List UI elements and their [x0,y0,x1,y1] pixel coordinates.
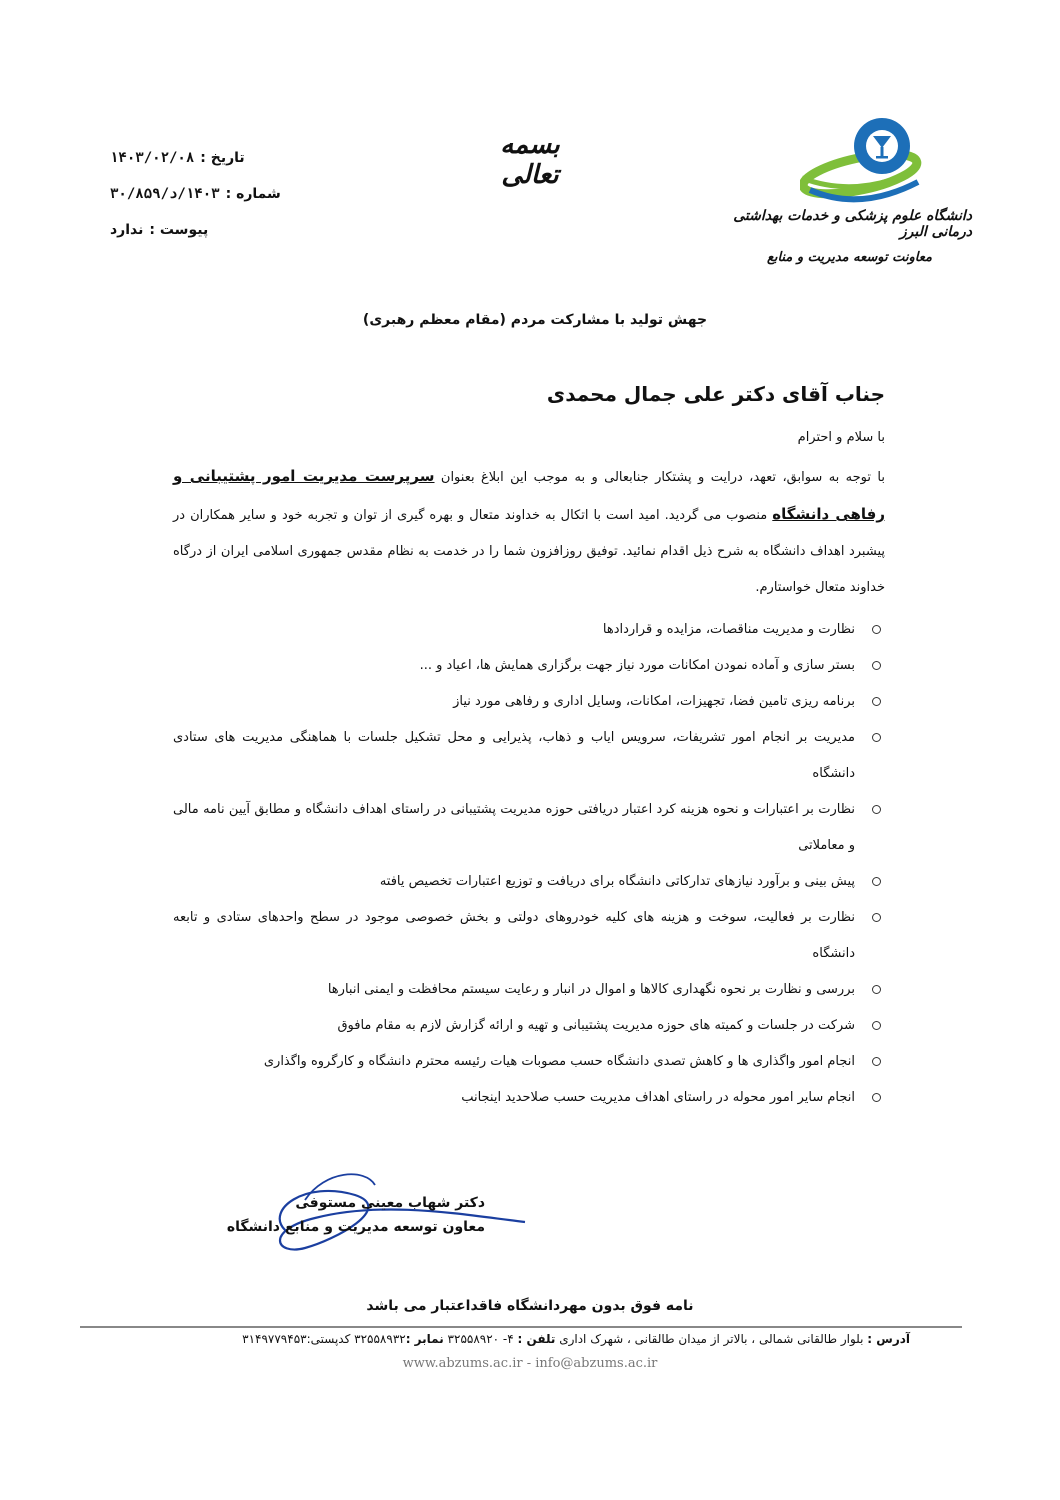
duties-list [173,612,885,1116]
meta-attachment [110,222,290,258]
signer-name: دکتر شهاب معینی مستوفی [295,1195,485,1211]
department-name: معاونت توسعه مدیریت و منابع [766,250,932,265]
postal-label: کدپستی: [306,1332,351,1346]
intro-after: منصوب می گردید. امید است با اتکال به خداوند متعال و بهره گیری از توان و تجربه خود و سایر همکاران در پیشبرد اهداف دانشگاه به شرح ذیل اقدام نمائید. توفیق روزافزون شما را در خدمت به نظام مقدس جمهوری اسلامی ایران از درگاه خداوند متعال خواستارم. [173,508,885,595]
duty-text: انجام سایر امور محوله در راستای اهداف مدیریت حسب صلاحدید اینجانب [461,1090,855,1105]
bullet-icon [872,697,881,706]
intro-paragraph [173,458,885,606]
meta-attachment-value: ندارد [110,222,144,238]
footer-web-email: www.abzums.ac.ir - info@abzums.ac.ir [402,1356,658,1371]
duty-text: پیش بینی و برآورد نیازهای تدارکاتی دانشگاه برای دریافت و توزیع اعتبارات تخصیص یافته [379,874,855,889]
list-item [173,792,885,864]
meta-number [110,186,290,222]
intro-before: با توجه به سوابق، تعهد، درایت و پشتکار جنابعالی و به موجب این ابلاغ بعنوان [434,470,885,485]
bullet-icon [872,913,881,922]
bullet-icon [872,661,881,670]
university-name: دانشگاه علوم پزشکی و خدمات بهداشتی درمانی البرز [733,208,972,240]
fax-text: ۳۲۵۵۸۹۳۲ [350,1332,406,1346]
list-item [173,1008,885,1044]
duty-text: بستر سازی و آماده نمودن امکانات مورد نیاز جهت برگزاری همایش ها، اعیاد و ... [419,658,855,673]
list-item [173,1044,885,1080]
duty-text: نظارت بر فعالیت، سوخت و هزینه های کلیه خودروهای دولتی و بخش خصوصی موجود در سطح واحدهای ستادی و تابعه دانشگاه [173,910,855,961]
list-item [173,648,885,684]
list-item [173,900,885,972]
footer-note: نامه فوق بدون مهردانشگاه فاقداعتبار می باشد [366,1298,694,1314]
meta-attachment-label: پیوست : [149,222,209,238]
duty-text: شرکت در جلسات و کمیته های حوزه مدیریت پشتیبانی و تهیه و ارائه گزارش لازم به مقام مافوق [337,1018,855,1033]
footer-divider [80,1326,962,1328]
bullet-icon [872,625,881,634]
duty-text: نظارت بر اعتبارات و نحوه هزینه کرد اعتبار دریافتی حوزه مدیریت پشتیبانی در راستای اهداف دانشگاه و مطابق آیین نامه مالی و معاملاتی [173,802,855,853]
phone-text: ۴- ۳۲۵۵۸۹۲۰ [443,1332,518,1346]
duty-text: نظارت و مدیریت مناقصات، مزایده و قراردادها [602,622,855,637]
phone-label: تلفن : [517,1332,556,1346]
bullet-icon [872,1057,881,1066]
bullet-icon [872,877,881,886]
meta-date [110,150,290,186]
list-item [173,612,885,648]
bullet-icon [872,985,881,994]
meta-date-label: تاریخ : [200,150,245,166]
bullet-icon [872,1021,881,1030]
list-item [173,864,885,900]
slogan: جهش تولید با مشارکت مردم (مقام معظم رهبری) [362,312,708,328]
bullet-icon [872,733,881,742]
meta-number-value: ۱۴۰۳/د/۳۰/۸۵۹ [110,186,220,202]
list-item [173,1080,885,1116]
greeting: با سلام و احترام [797,430,885,445]
postal-text: ۳۱۴۹۷۷۹۴۵۳ [242,1332,307,1346]
list-item [173,684,885,720]
address-label: آدرس : [867,1332,910,1346]
duty-text: انجام امور واگذاری ها و کاهش تصدی دانشگاه حسب مصوبات هیات رئیسه محترم دانشگاه و کارگروه واگذاری [263,1054,855,1069]
recipient: جناب آقای دکتر علی جمال محمدی [546,382,885,406]
duty-text: برنامه ریزی تامین فضا، تجهیزات، امکانات، وسایل اداری و رفاهی مورد نیاز [453,694,855,709]
basmala: بسمه تعالی [500,130,560,190]
address-text: بلوار طالقانی شمالی ، بالاتر از میدان طالقانی ، شهرک اداری [555,1332,868,1346]
handwritten-signature [245,1160,545,1270]
meta-date-value: ۱۴۰۳/۰۲/۰۸ [110,150,195,166]
footer-address [120,1332,910,1346]
fax-label: نمابر : [405,1332,444,1346]
position-title: سرپرست مدیریت امور پشتیبانی و رفاهی دانشگاه [173,467,885,523]
duty-text: مدیریت بر انجام امور تشریفات، سرویس ایاب و ذهاب، پذیرایی و محل تشکیل جلسات با هماهنگی مدیریت های ستادی دانشگاه [173,730,855,781]
list-item [173,720,885,792]
signer-title: معاون توسعه مدیریت و منابع دانشگاه [226,1219,485,1235]
meta-number-label: شماره : [225,186,281,202]
bullet-icon [872,1093,881,1102]
duty-text: بررسی و نظارت بر نحوه نگهداری کالاها و اموال در انبار و رعایت سیستم محافظت و ایمنی انبارها [327,982,855,997]
bullet-icon [872,805,881,814]
letter-meta [110,150,290,258]
university-logo [800,112,940,222]
list-item [173,972,885,1008]
